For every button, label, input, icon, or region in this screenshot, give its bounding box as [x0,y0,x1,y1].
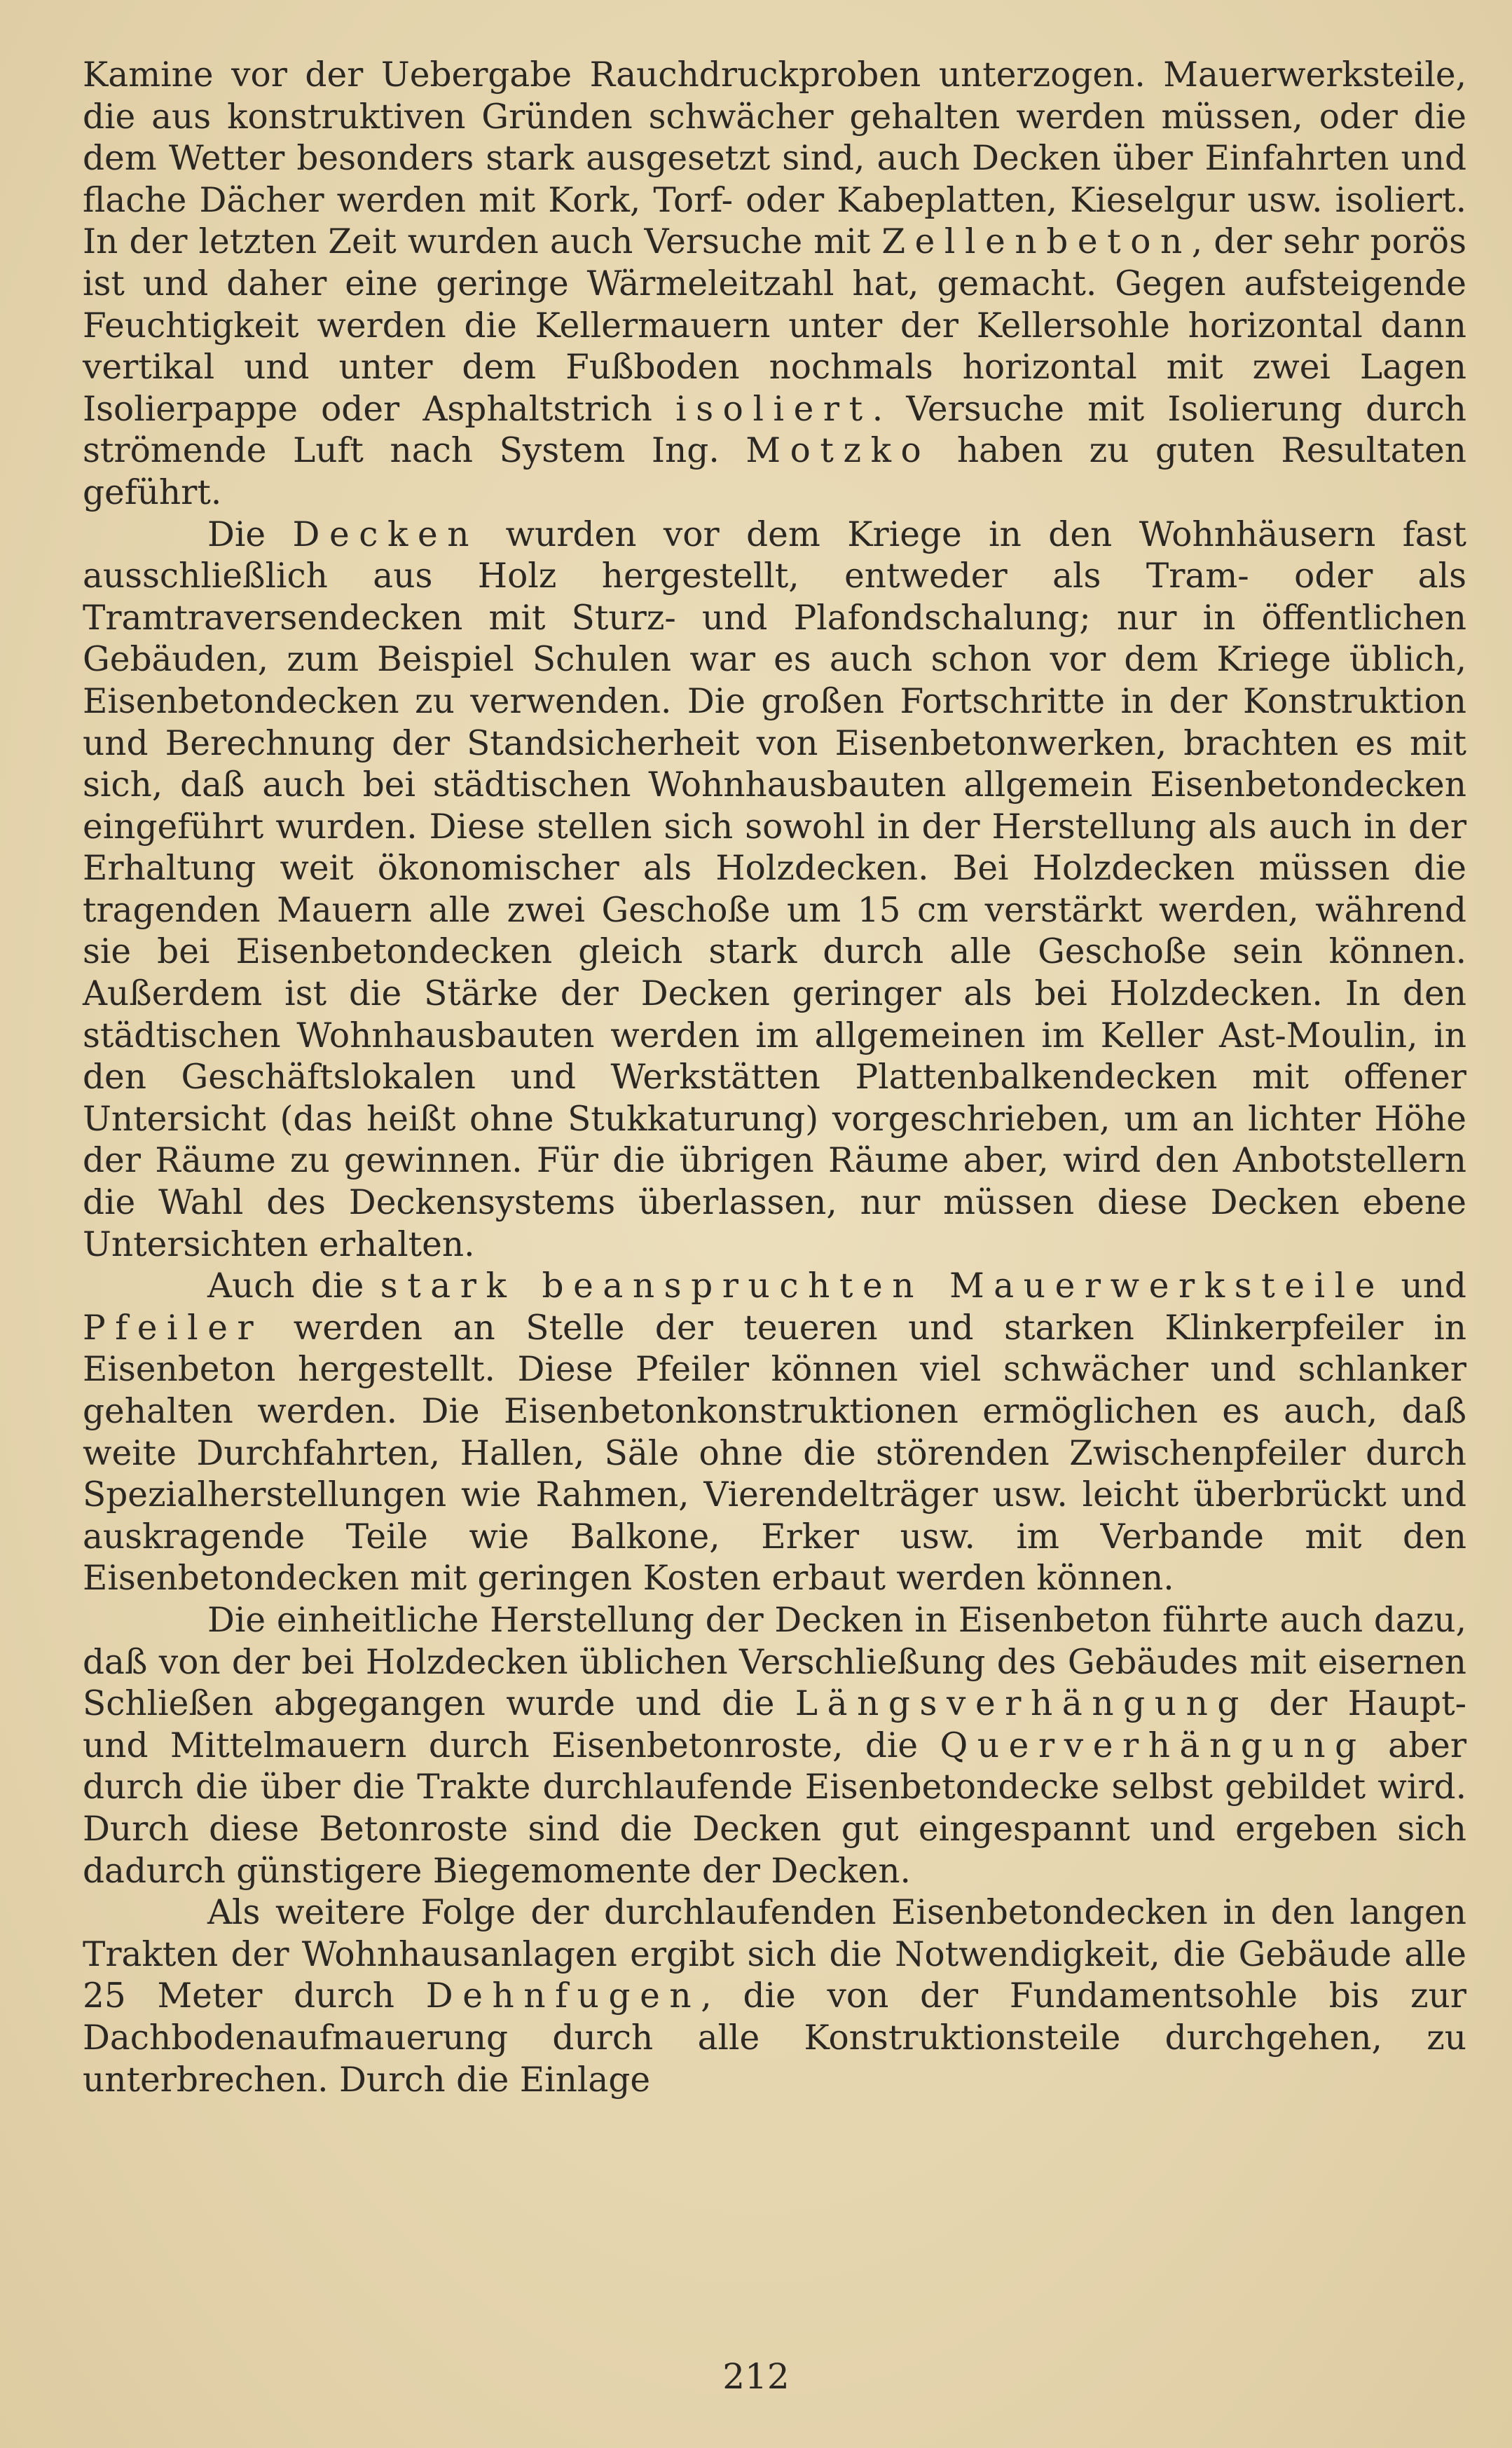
text-run: Als weitere Folge der durchlaufenden Eisenbetondecken in den langen Trakten der Wohnhausanlagen ergibt sich die Notwendigkeit, die Gebäude alle 25 Meter durch [83,1893,1466,2016]
text-run: und [1384,1266,1466,1306]
body-text [83,55,1466,2101]
text-run: aber durch die über die Trakte durchlaufende Eisenbetondecke selbst gebildet wird. Durch diese Betonroste sind die Decken gut eingespannt und ergeben sich dadurch günstigere Biegemomente der Decken. [83,1725,1466,1891]
text-run: , die von der Fundamentsohle bis zur Dachbodenaufmauerung durch alle Konstruktionsteile durchgehen, zu unterbrechen. Durch die Einlage [83,1976,1466,2100]
text-run: Die [207,514,293,554]
spaced-emphasis: Querverhängung [940,1725,1366,1765]
text-run: Die einheitliche Herstellung der Decken in Eisenbeton führte auch dazu, daß von der bei Holzdecken üblichen Verschließung des Gebäudes mit eisernen Schließen abgegangen wurde und die [83,1600,1466,1724]
paragraph [83,1600,1466,1892]
spaced-emphasis: Dehnfugen [425,1976,701,2016]
spaced-emphasis: stark beanspruchten Mauerwerksteile [380,1266,1385,1306]
text-run: Kamine vor der Uebergabe Rauchdruckproben unterzogen. Mauerwerksteile, die aus konstruktiven Gründen schwächer gehalten werden müssen, oder die dem Wetter besonders stark ausgesetzt sind, auch Decken über Einfahrten und flache Dächer werden mit Kork, Torf- oder Kabeplatten, Kieselgur usw. isoliert. In der letzten Zeit wurden auch Versuche mit [83,55,1466,262]
spaced-emphasis: Pfeiler [83,1308,263,1348]
spaced-emphasis: Zellenbeton [881,222,1192,262]
text-run: wurden vor dem Kriege in den Wohnhäusern fast ausschließlich aus Holz hergestellt, entweder als Tram- oder als Tramtraversendecken mit Sturz- und Plafondschalung; nur in öffentlichen Gebäuden, zum Beispiel Schulen war es auch schon vor dem Kriege üblich, Eisenbetondecken zu verwenden. Die großen Fortschritte in der Konstruktion und Berechnung der Standsicherheit von Eisenbetonwerken, brachten es mit sich, daß auch bei städtischen Wohnhausbauten allgemein Eisenbetondecken eingeführt wurden. Diese stellen sich sowohl in der Herstellung als auch in der Erhaltung weit ökonomischer als Holzdecken. Bei Holzdecken müssen die tragenden Mauern alle zwei Geschoße um 15 cm verstärkt werden, während sie bei Eisenbetondecken gleich stark durch alle Geschoße sein können. Außerdem ist die Stärke der Decken geringer als bei Holzdecken. In den städtischen Wohnhausbauten werden im allgemeinen im Keller Ast-Moulin, in den Geschäftslokalen und Werkstätten Plattenbalkendecken mit offener Untersicht (das heißt ohne Stukkaturung) vorgeschrieben, um an lichter Höhe der Räume zu gewinnen. Für die übrigen Räume aber, wird den Anbotstellern die Wahl des Deckensystems überlassen, nur müssen diese Decken ebene Untersichten erhalten. [83,514,1467,1264]
text-run: . Versuche mit Isolierung durch strömende Luft nach System Ing. [83,389,1466,471]
spaced-emphasis: Decken [292,514,479,554]
paragraph [83,514,1466,1266]
paragraph [83,1892,1466,2101]
paragraph [83,55,1466,514]
spaced-emphasis: Längsverhängung [795,1684,1249,1724]
spaced-emphasis: Motzko [745,431,931,471]
spaced-emphasis: isoliert [675,389,872,429]
text-run: haben zu guten Resultaten geführt. [83,431,1467,512]
paragraph [83,1266,1466,1600]
text-run: werden an Stelle der teueren und starken Klinkerpfeiler in Eisenbeton hergestellt. Diese Pfeiler können viel schwächer und schlanker gehalten werden. Die Eisenbetonkonstruktionen ermöglichen es auch, daß weite Durchfahrten, Hallen, Säle ohne die störenden Zwischenpfeiler durch Spezialherstellungen wie Rahmen, Vierendelträger usw. leicht überbrückt und auskragende Teile wie Balkone, Erker usw. im Verbande mit den Eisenbetondecken mit geringen Kosten erbaut werden können. [83,1308,1466,1599]
text-run: , der sehr porös ist und daher eine geringe Wärmeleitzahl hat, gemacht. Gegen aufsteigende Feuchtigkeit werden die Kellermauern unter der Kellersohle horizontal dann vertikal und unter dem Fußboden nochmals horizontal mit zwei Lagen Isolierpappe oder Asphaltstrich [83,222,1466,429]
text-run: der Haupt- und Mittelmauern durch Eisenbetonroste, die [83,1684,1467,1765]
text-run: Auch die [207,1266,380,1306]
page-number: 212 [722,2356,790,2397]
